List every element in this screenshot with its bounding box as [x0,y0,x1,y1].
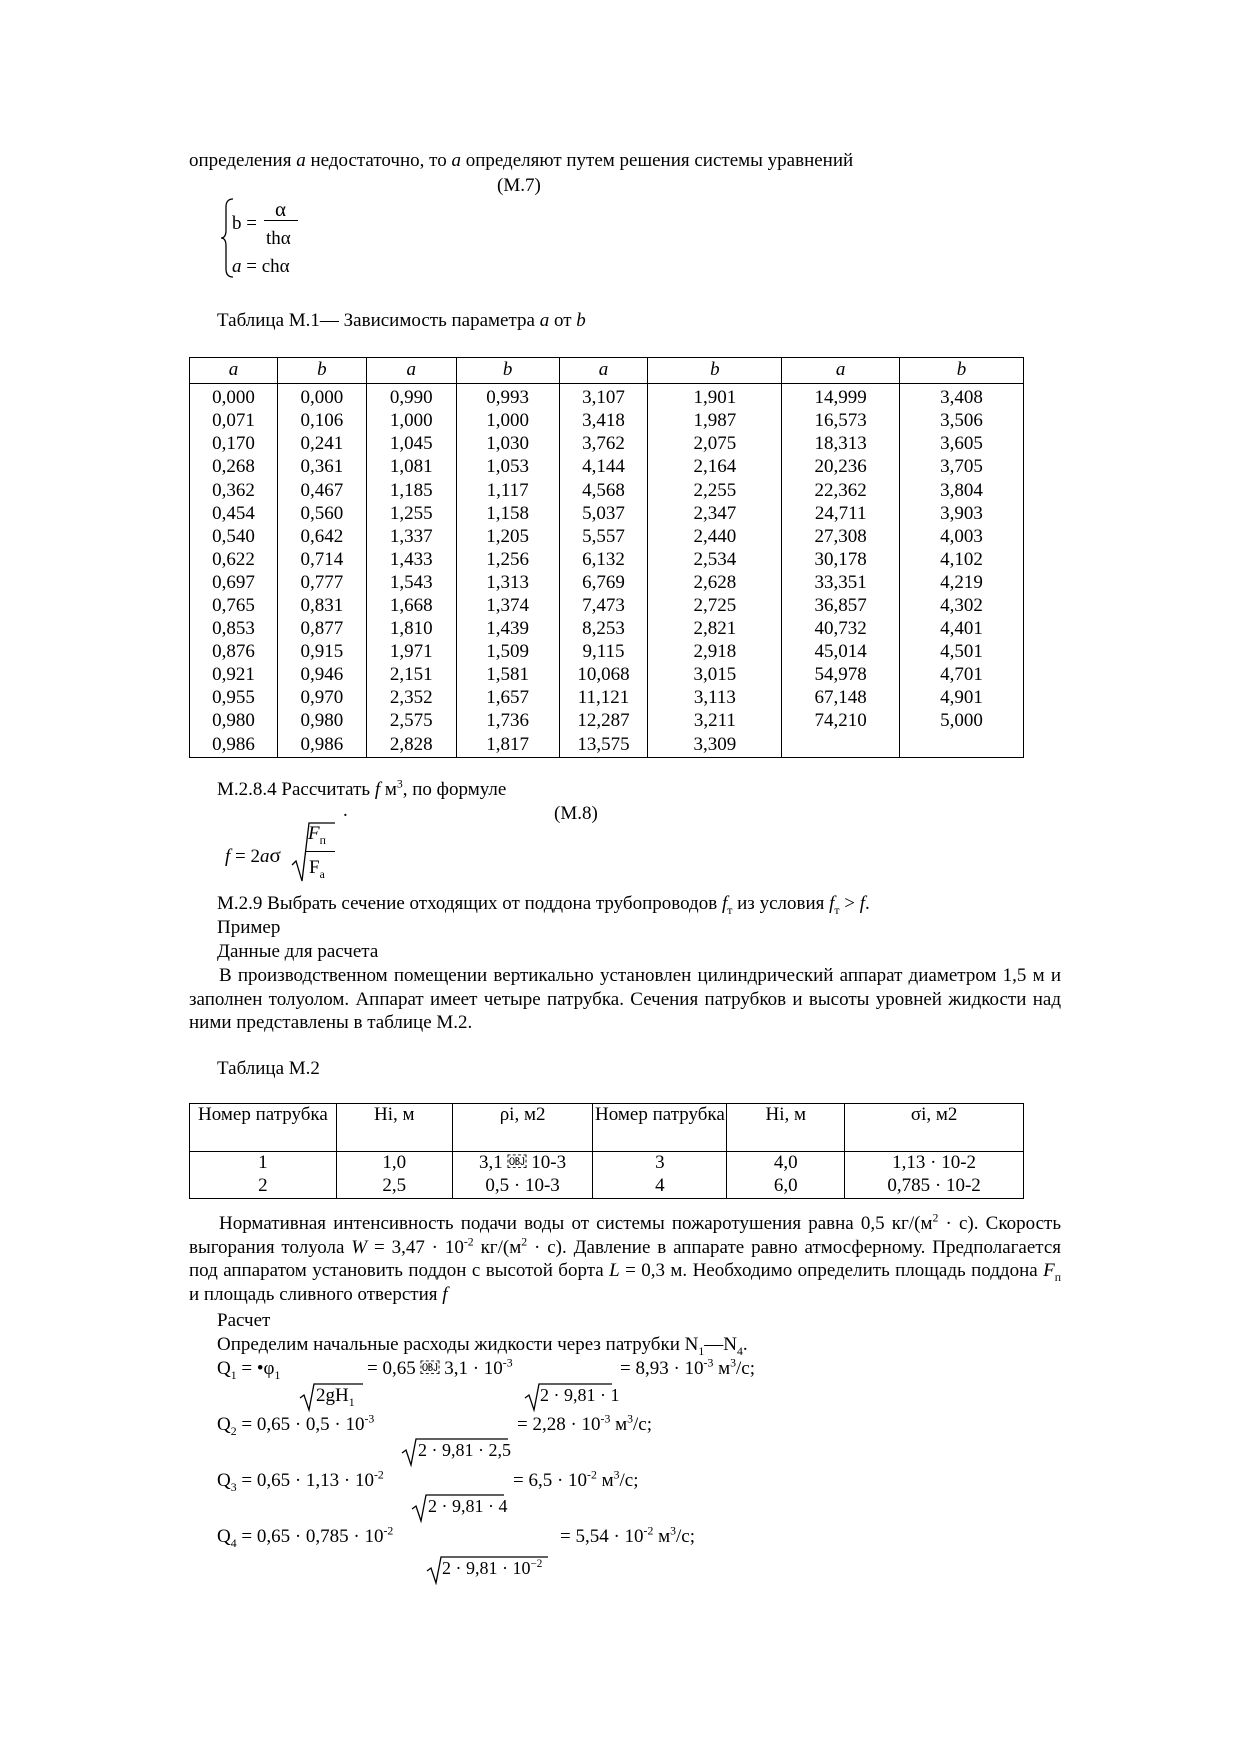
table-cell: 4 [593,1175,727,1199]
data-label: Данные для расчета [217,941,379,962]
table-cell [900,733,1024,757]
table-cell: 30,178 [782,549,900,572]
table-cell: 9,115 [559,641,648,664]
table-cell: 1,736 [456,710,559,733]
table-cell: 13,575 [559,733,648,757]
table-cell: 5,000 [900,710,1024,733]
table-cell: 1,13 · 10-2 [845,1152,1024,1176]
q3-result: = $6,5 \cdot 10^{-2}$ $м^3/с$; [513,1468,639,1491]
table-cell: 4,901 [900,687,1024,710]
table-cell: 1,053 [456,456,559,479]
table-cell: 2,255 [648,479,782,502]
table-cell: 1,000 [366,410,456,433]
table-cell: 1,439 [456,618,559,641]
q1-lhs: $Q_1$ = $•\varphi_1$ [217,1358,281,1382]
col-header: b [648,358,782,384]
table-cell: 12,287 [559,710,648,733]
table-row [190,595,1024,618]
table-cell: 0,642 [277,526,366,549]
table-cell: 2,828 [366,733,456,757]
table-cell: 0,980 [277,710,366,733]
table-cell: 1,810 [366,618,456,641]
q1-result: = $8,93 \cdot 10^{-3}$ $м^3/с$; [620,1356,756,1379]
table-cell: 4,501 [900,641,1024,664]
table-cell: 0,5 · 10-3 [452,1175,593,1199]
paragraph-description: В производственном помещении вертикально установлен цилиндрический аппарат диаметром 1,5 м и заполнен толуолом. Аппарат имеет четыре патрубка. Сечения патрубков и высоты уровней жидкости над ними представлены в таблице М.2. [189,965,1061,1034]
table-cell: 74,210 [782,710,900,733]
table-cell: 1,045 [366,433,456,456]
table-a-vs-b [189,357,1024,758]
table-row [190,456,1024,479]
table-cell: 0,990 [366,384,456,411]
formula-numerator: $F_п$ [308,823,326,847]
table-cell: 40,732 [782,618,900,641]
table-cell: 2,151 [366,664,456,687]
table-cell: 5,557 [559,526,648,549]
table-cell: 1,509 [456,641,559,664]
table-cell: 1,374 [456,595,559,618]
col-header: b [277,358,366,384]
table-header-row [190,358,1024,384]
table-cell: 5,037 [559,502,648,525]
table-cell: 0,714 [277,549,366,572]
calc-intro: Определим начальные расходы жидкости через патрубки $N_1—N_4$. [217,1334,748,1358]
table-row [190,733,1024,757]
table-cell: 1,030 [456,433,559,456]
fraction-bar [264,220,298,221]
col-header: Hi, м [336,1104,452,1152]
col-header: Номер патрубка [593,1104,727,1152]
table-cell: 2,352 [366,687,456,710]
table-row [190,1175,1024,1199]
table-cell: 0,986 [190,733,278,757]
table-cell: 0,106 [277,410,366,433]
table-row [190,526,1024,549]
table-cell: 1,987 [648,410,782,433]
table-row [190,1152,1024,1176]
table-cell: 0,765 [190,595,278,618]
table-cell: 24,711 [782,502,900,525]
table-cell: 36,857 [782,595,900,618]
table-cell: 1,971 [366,641,456,664]
table-cell: 2,075 [648,433,782,456]
col-header: Hi, м [727,1104,845,1152]
table-cell: 1,117 [456,479,559,502]
step-m284: М.2.8.4 Рассчитать f $м^3$, по формуле [217,777,507,800]
q3-den: 2 · 9,81 · 4 [428,1496,508,1516]
table-cell: 0,241 [277,433,366,456]
table-cell: 2,164 [648,456,782,479]
table-row [190,433,1024,456]
table1-caption: Таблица М.1— Зависимость параметра a от b [217,310,586,331]
table-cell: 20,236 [782,456,900,479]
table-cell: 27,308 [782,526,900,549]
table-cell: 10,068 [559,664,648,687]
col-header: b [900,358,1024,384]
table-cell: 3,408 [900,384,1024,411]
table-cell: 1 [190,1152,337,1176]
equation-label-m7: (М.7) [497,175,541,196]
example-label: Пример [217,917,281,938]
table-row [190,479,1024,502]
table-cell: 0,831 [277,595,366,618]
eq-row2: a = chα [232,256,290,277]
table-cell: 2,347 [648,502,782,525]
table-cell: 0,071 [190,410,278,433]
table-cell: 8,253 [559,618,648,641]
table-cell: 3,903 [900,502,1024,525]
table-cell: 1,313 [456,572,559,595]
table-cell: 6,132 [559,549,648,572]
table-cell [782,733,900,757]
q4-result: = $5,54 \cdot 10^{-2}$ $м^3/с$; [560,1524,696,1547]
table-cell: 0,560 [277,502,366,525]
table-cell: 2,5 [336,1175,452,1199]
table-cell: 4,144 [559,456,648,479]
table-cell: 0,955 [190,687,278,710]
table-row [190,549,1024,572]
table-cell: 2,440 [648,526,782,549]
table-cell: 54,978 [782,664,900,687]
table-cell: 3,309 [648,733,782,757]
q2-result: = $2,28 \cdot 10^{-3}$ $м^3/с$; [517,1412,653,1435]
table-cell: 0,970 [277,687,366,710]
table-row [190,687,1024,710]
table-cell: 3 [593,1152,727,1176]
col-header: a [559,358,648,384]
step-m29: М.2.9 Выбрать сечение отходящих от поддона трубопроводов $f_т$ из условия $f_т > f$. [217,893,870,917]
table-cell: 1,817 [456,733,559,757]
table-cell: 33,351 [782,572,900,595]
table-row [190,410,1024,433]
table-cell: 0,853 [190,618,278,641]
formula-dot: . [343,800,348,821]
table-cell: 1,000 [456,410,559,433]
table-cell: 0,993 [456,384,559,411]
table-cell: 0,877 [277,618,366,641]
table-cell: 0,540 [190,526,278,549]
table-cell: 3,804 [900,479,1024,502]
table-cell: 4,219 [900,572,1024,595]
q1-expr: = 0,65 ￼ $3,1 \cdot 10^{-3}$ [367,1356,513,1379]
table-cell: 4,0 [727,1152,845,1176]
table-cell: 7,473 [559,595,648,618]
table-cell: 0,697 [190,572,278,595]
table-cell: 2,725 [648,595,782,618]
table-cell: 0,467 [277,479,366,502]
col-header: ρi, м2 [452,1104,593,1152]
table-cell: 1,433 [366,549,456,572]
table-cell: 2,575 [366,710,456,733]
table-row [190,572,1024,595]
table-cell: 1,185 [366,479,456,502]
table-cell: 1,158 [456,502,559,525]
table-row [190,502,1024,525]
table-cell: 0,362 [190,479,278,502]
col-header: σi, м2 [845,1104,1024,1152]
table-cell: 1,081 [366,456,456,479]
table-cell: 0,622 [190,549,278,572]
table-cell: 4,701 [900,664,1024,687]
formula-denominator: $F_a$ [309,857,325,881]
table-cell: 3,605 [900,433,1024,456]
table-row [190,710,1024,733]
q3-lhs: $Q_3 = 0,65 \cdot 1,13 \cdot 10^{-2}$ [217,1468,384,1494]
table-row [190,641,1024,664]
q2-lhs: $Q_2 = 0,65 \cdot 0,5 \cdot 10^{-3}$ [217,1412,375,1438]
table-cell: 3,1 ￼ 10-3 [452,1152,593,1176]
table-cell: 0,921 [190,664,278,687]
table-cell: 0,876 [190,641,278,664]
col-header: b [456,358,559,384]
eq-row1-numerator: α [275,197,287,221]
table-cell: 0,361 [277,456,366,479]
q1-den1: $2gH_1$ [316,1385,355,1409]
table-cell: 3,506 [900,410,1024,433]
table-cell: 11,121 [559,687,648,710]
paragraph-conditions: Нормативная интенсивность подачи воды от системы пожаротушения равна 0,5 $кг/(м^2 \cdot с)$. Скорость выгорания толуола $W = 3,47 \cdot 10^{-2}$ $кг/(м^2 \cdot с)$. Давление в аппарате равно атмосферному. Предполагается под аппаратом установить поддон с высотой борта L = 0,3 м. Необходимо определить площадь поддона $F_п$ и площадь сливного отверстия f [189,1211,1061,1305]
fraction-bar [305,851,335,852]
table-cell: 0,000 [190,384,278,411]
table-cell: 14,999 [782,384,900,411]
col-header: a [190,358,278,384]
q4-lhs: $Q_4 = 0,65 \cdot 0,785 \cdot 10^{-2}$ [217,1524,394,1550]
table-row [190,618,1024,641]
intro-line: определения a недостаточно, то a определяют путем решения системы уравнений [189,150,854,171]
q1-den2: 2 · 9,81 · 1 [540,1385,620,1405]
table-cell: 3,113 [648,687,782,710]
eq-row1-lhs: b = [232,213,257,234]
table-cell: 0,986 [277,733,366,757]
table-cell: 0,777 [277,572,366,595]
table-cell: 4,302 [900,595,1024,618]
table-cell: 3,211 [648,710,782,733]
table-cell: 2,821 [648,618,782,641]
calc-label: Расчет [217,1310,271,1331]
formula-lhs: f = 2aσ [225,843,281,867]
col-header: a [366,358,456,384]
table-cell: 3,418 [559,410,648,433]
table-cell: 2 [190,1175,337,1199]
table-cell: 6,0 [727,1175,845,1199]
table-cell: 3,015 [648,664,782,687]
table-cell: 0,454 [190,502,278,525]
table-cell: 1,581 [456,664,559,687]
table-cell: 3,107 [559,384,648,411]
equation-label-m8: (М.8) [554,803,598,824]
table-cell: 6,769 [559,572,648,595]
table-cell: 0,785 · 10-2 [845,1175,1024,1199]
table-cell: 45,014 [782,641,900,664]
table-cell: 4,102 [900,549,1024,572]
table-cell: 1,255 [366,502,456,525]
table-cell: 1,657 [456,687,559,710]
table-cell: 0,000 [277,384,366,411]
table-cell: 3,762 [559,433,648,456]
table-cell: 4,003 [900,526,1024,549]
col-header: a [782,358,900,384]
table-row [190,664,1024,687]
table2-caption: Таблица М.2 [217,1058,320,1079]
table-cell: 1,0 [336,1152,452,1176]
table-cell: 67,148 [782,687,900,710]
table-header-row [190,1104,1024,1152]
table-cell: 1,668 [366,595,456,618]
table-cell: 2,918 [648,641,782,664]
table-cell: 0,980 [190,710,278,733]
table-nozzles [189,1103,1024,1199]
table-cell: 1,205 [456,526,559,549]
table-cell: 4,568 [559,479,648,502]
table-cell: 0,268 [190,456,278,479]
table-cell: 22,362 [782,479,900,502]
q2-den: 2 · 9,81 · 2,5 [418,1440,511,1460]
eq-row1-denominator: thα [266,228,291,249]
table-cell: 1,901 [648,384,782,411]
table-cell: 3,705 [900,456,1024,479]
table-cell: 0,915 [277,641,366,664]
table-cell: 0,170 [190,433,278,456]
table-cell: 18,313 [782,433,900,456]
table-cell: 1,543 [366,572,456,595]
table-cell: 4,401 [900,618,1024,641]
table-cell: 1,337 [366,526,456,549]
table-cell: 16,573 [782,410,900,433]
q4-den: $2 \cdot 9,81 \cdot 10^{-2}$ [442,1558,543,1578]
table-cell: 2,628 [648,572,782,595]
table-cell: 2,534 [648,549,782,572]
table-row [190,384,1024,411]
table-cell: 1,256 [456,549,559,572]
table-cell: 0,946 [277,664,366,687]
col-header: Номер патрубка [190,1104,337,1152]
